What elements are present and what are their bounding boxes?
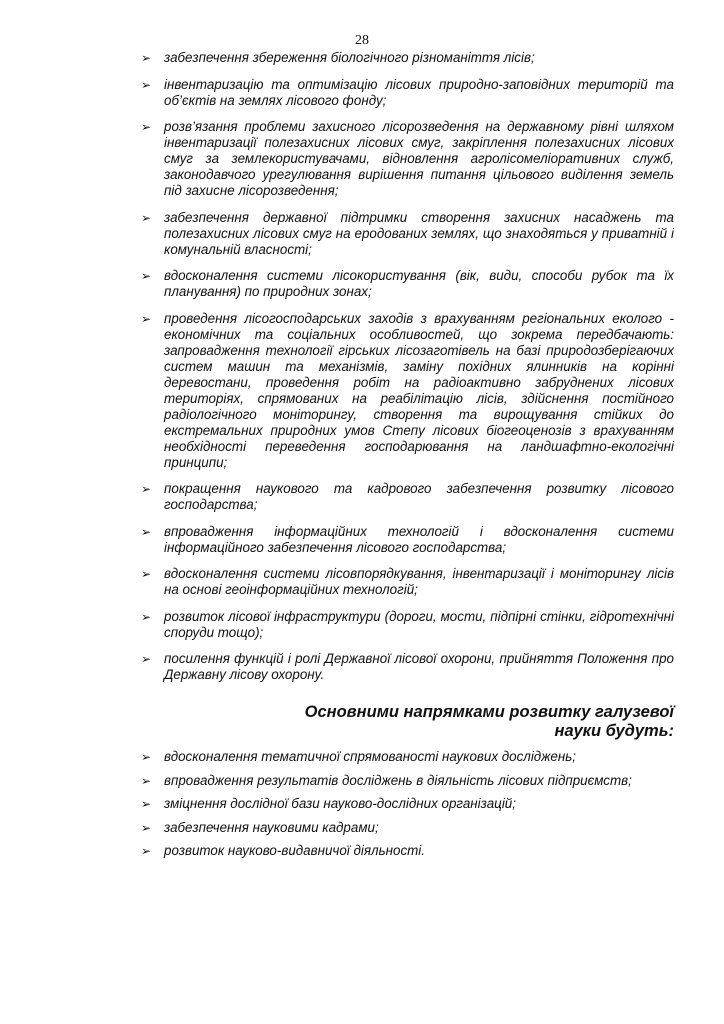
list-item-text: розвиток науково-видавничої діяльності.: [164, 843, 425, 858]
list-item: [138, 749, 674, 765]
list-item-text: вдосконалення системи лісовпорядкування, інвентаризації і моніторингу лісів на основі геоінформаційних технологій;: [164, 566, 674, 597]
arrow-bullet-icon: ➢: [141, 797, 152, 811]
directions-list: [138, 50, 674, 694]
page-number: 28: [355, 33, 369, 48]
list-item: [138, 524, 674, 556]
list-item: [138, 773, 674, 789]
list-item-text: впровадження результатів досліджень в діяльність лісових підприємств;: [164, 772, 632, 788]
arrow-bullet-icon: ➢: [141, 609, 152, 624]
arrow-bullet-icon: ➢: [141, 567, 152, 581]
list-item-text: розвиток лісової інфраструктури (дороги, мости, підпірні стінки, гідротехнічні споруди тощо);: [164, 608, 674, 640]
arrow-bullet-icon: ➢: [141, 120, 152, 134]
list-item-text: вдосконалення системи лісокористування (вік, види, способи рубок та їх планування) по природних зонах;: [164, 268, 674, 299]
arrow-bullet-icon: ➢: [141, 820, 152, 835]
science-directions-list: [138, 749, 674, 867]
arrow-bullet-icon: ➢: [141, 269, 152, 283]
list-item: [138, 796, 674, 812]
arrow-bullet-icon: ➢: [141, 652, 152, 666]
list-item-text: інвентаризацію та оптимізацію лісових природно-заповідних територій та об’єктів на землях лісового фонду;: [164, 76, 674, 108]
list-item: [138, 50, 674, 66]
arrow-bullet-icon: ➢: [141, 210, 152, 225]
list-item-text: забезпечення державної підтримки створення захисних насаджень та полезахисних лісових смуг на еродованих землях, що знаходяться у приватній і комунальній власності;: [164, 209, 674, 257]
list-item-text: покращення наукового та кадрового забезпечення розвитку лісового господарства;: [164, 481, 674, 512]
list-item-text: посилення функцій і ролі Державної лісової охорони, прийняття Положення про Державну лісову охорону.: [164, 651, 674, 682]
list-item-text: впровадження інформаційних технологій і вдосконалення системи інформаційного забезпечення лісового господарства;: [164, 523, 674, 555]
list-item: [138, 77, 674, 109]
arrow-bullet-icon: ➢: [141, 51, 152, 65]
list-item: [138, 481, 674, 513]
list-item: [138, 210, 674, 258]
arrow-bullet-icon: ➢: [141, 524, 152, 539]
arrow-bullet-icon: ➢: [141, 311, 152, 326]
arrow-bullet-icon: ➢: [141, 77, 152, 92]
arrow-bullet-icon: ➢: [141, 750, 152, 764]
list-item: [138, 268, 674, 300]
list-item-text: розв’язання проблеми захисного лісорозведення на державному рівні шляхом інвентаризації полезахисних лісових смуг, закріплення полезахисних лісових смуг за землекористувачами, відновлення агролісомеліоративних служб, законодавчого урегулювання вирішення питання цільового виділення земель під захисне лісорозведення;: [164, 119, 674, 198]
list-item: [138, 311, 674, 471]
list-item-text: зміцнення дослідної бази науково-дослідних організацій;: [164, 796, 516, 811]
list-item: [138, 843, 674, 859]
list-item: [138, 609, 674, 641]
section-heading: Основними напрямками розвитку галузевої науки будуть:: [304, 703, 674, 740]
list-item: [138, 566, 674, 598]
list-item-text: забезпечення збереження біологічного різноманіття лісів;: [164, 50, 535, 65]
list-item: [138, 651, 674, 683]
list-item-text: вдосконалення тематичної спрямованості наукових досліджень;: [164, 749, 577, 764]
arrow-bullet-icon: ➢: [141, 482, 152, 496]
list-item-text: проведення лісогосподарських заходів з врахуванням регіональних еколого - економічних та соціальних особливостей, що зокрема передбачають: запровадження технології гірських лісозаготівель на базі природозберігаючих систем машин та механізмів, заміну похідних ялинників на корінні деревостани, проведення робіт на радіоактивно забруднених лісових територіях, спрямованих на реабілітацію лісів, здійснення постійного радіологічного моніторингу, створення та вирощування стійких до екстремальних природних умов Степу лісових біогеоценозів з врахуванням необхідності переведення господарювання на ландшафтно-екологічні принципи;: [164, 310, 674, 470]
list-item: [138, 820, 674, 836]
list-item-text: забезпечення науковими кадрами;: [164, 819, 379, 835]
list-item: [138, 119, 674, 199]
arrow-bullet-icon: ➢: [141, 844, 152, 858]
arrow-bullet-icon: ➢: [141, 773, 152, 788]
